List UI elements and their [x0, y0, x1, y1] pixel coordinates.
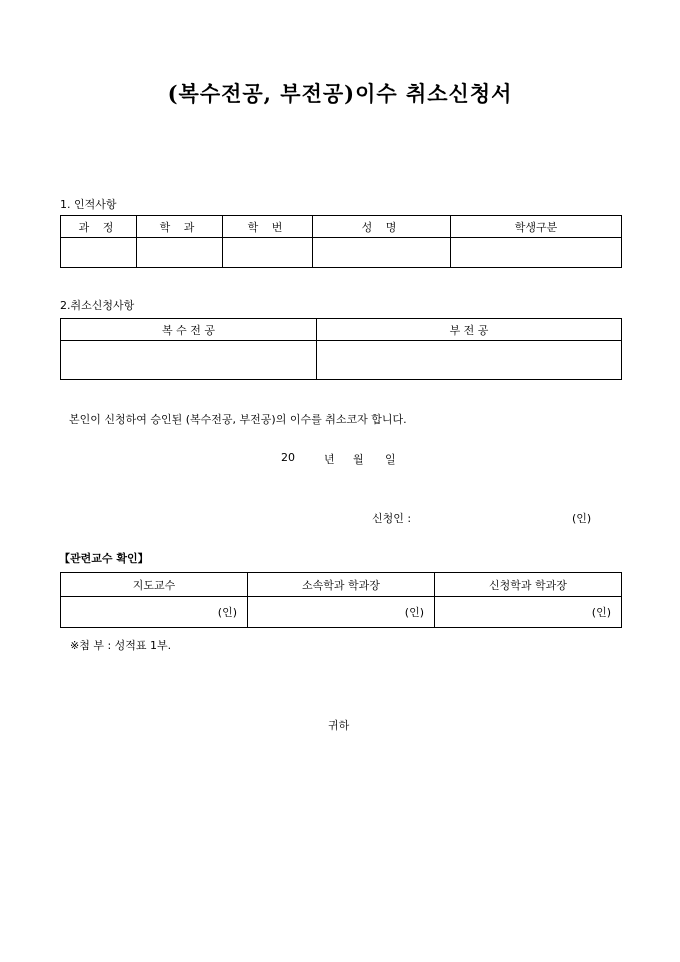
- professor-confirm-table: [60, 572, 622, 628]
- section1-label: 1. 인적사항: [60, 198, 117, 211]
- header-double-major: 복 수 전 공: [61, 319, 317, 341]
- cancel-request-table: [60, 318, 622, 380]
- double-major-field[interactable]: [61, 341, 317, 380]
- applicant-label: 신청인 :: [372, 512, 412, 525]
- applicant-seal: (인): [572, 512, 592, 525]
- home-dept-chair-seal[interactable]: (인): [248, 597, 435, 628]
- personal-info-table: [60, 215, 622, 268]
- student-type-field[interactable]: [451, 238, 622, 268]
- department-field[interactable]: [137, 238, 223, 268]
- date-month-unit: 월: [353, 453, 364, 466]
- header-name: 성 명: [313, 216, 451, 238]
- minor-field[interactable]: [317, 341, 622, 380]
- document-title: (복수전공, 부전공)이수 취소신청서: [167, 81, 513, 106]
- section2-label: 2.취소신청사항: [60, 299, 135, 312]
- personal-info-header-row: [61, 216, 622, 238]
- cancel-request-input-row: [61, 341, 622, 380]
- header-department: 학 과: [137, 216, 223, 238]
- date-year-unit: 년: [324, 453, 335, 466]
- personal-info-input-row: [61, 238, 622, 268]
- header-applied-dept-chair: 신청학과 학과장: [435, 573, 622, 597]
- professor-confirm-title: 【관련교수 확인】: [59, 552, 149, 565]
- date-year-prefix: 20: [281, 451, 295, 464]
- student-id-field[interactable]: [223, 238, 313, 268]
- attachment-note: ※첨 부 : 성적표 1부.: [70, 639, 172, 652]
- header-course: 과 정: [61, 216, 137, 238]
- header-student-id: 학 번: [223, 216, 313, 238]
- statement-text: 본인이 신청하여 승인된 (복수전공, 부전공)의 이수를 취소코자 합니다.: [69, 413, 407, 426]
- course-field[interactable]: [61, 238, 137, 268]
- header-minor: 부 전 공: [317, 319, 622, 341]
- advisor-seal[interactable]: (인): [61, 597, 248, 628]
- closing-text: 귀하: [328, 719, 350, 732]
- name-field[interactable]: [313, 238, 451, 268]
- cancel-request-header-row: [61, 319, 622, 341]
- header-student-type: 학생구분: [451, 216, 622, 238]
- applied-dept-chair-seal[interactable]: (인): [435, 597, 622, 628]
- professor-header-row: [61, 573, 622, 597]
- date-day-unit: 일: [385, 453, 396, 466]
- header-home-dept-chair: 소속학과 학과장: [248, 573, 435, 597]
- professor-seal-row: [61, 597, 622, 628]
- header-advisor: 지도교수: [61, 573, 248, 597]
